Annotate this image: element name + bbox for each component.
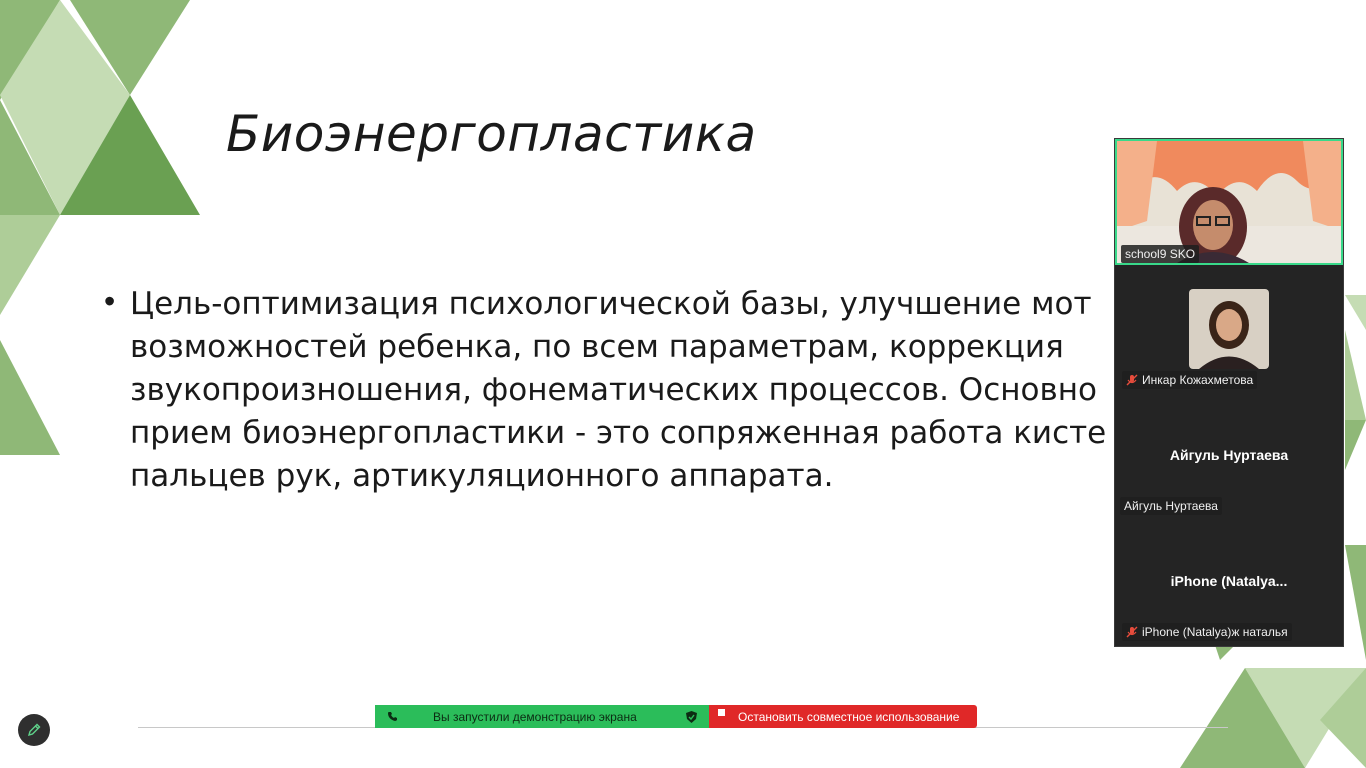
stop-share-label: Остановить совместное использование bbox=[738, 709, 960, 724]
mic-muted-icon bbox=[1126, 626, 1138, 638]
mic-muted-icon bbox=[1126, 374, 1138, 386]
bullet-marker: • bbox=[104, 283, 116, 319]
participant-name-tag bbox=[1122, 623, 1292, 641]
participant-name-tag bbox=[1120, 497, 1222, 515]
participant-display-name: iPhone (Natalya... bbox=[1170, 573, 1288, 589]
share-status-label: Вы запустили демонстрацию экрана bbox=[433, 709, 637, 724]
annotate-button[interactable] bbox=[18, 714, 50, 746]
participant-video-tile[interactable] bbox=[1115, 139, 1343, 265]
participant-name: Инкар Кожахметова bbox=[1142, 373, 1254, 387]
stop-icon bbox=[718, 709, 725, 716]
body-line: Цель-оптимизация психологической базы, улучшение мот bbox=[130, 286, 1092, 322]
participant-avatar bbox=[1189, 289, 1269, 369]
participant-name-tag bbox=[1122, 371, 1257, 389]
shield-check-icon bbox=[686, 711, 697, 723]
body-line: прием биоэнергопластики - это сопряженная работа кисте bbox=[130, 415, 1107, 451]
slide-title: Биоэнергопластика bbox=[226, 105, 757, 163]
participant-name: school9 SKO bbox=[1125, 247, 1196, 261]
phone-icon bbox=[387, 711, 398, 722]
pencil-icon bbox=[26, 722, 42, 738]
participant-name: iPhone (Natalya)ж наталья bbox=[1142, 625, 1288, 639]
slide-body-text bbox=[130, 283, 1140, 498]
share-status[interactable] bbox=[375, 705, 709, 728]
stop-share-button[interactable] bbox=[709, 705, 977, 728]
participant-name: Айгуль Нуртаева bbox=[1124, 499, 1218, 513]
body-line: пальцев рук, артикуляционного аппарата. bbox=[130, 458, 834, 494]
participant-display-name: Айгуль Нуртаева bbox=[1169, 447, 1289, 463]
body-line: возможностей ребенка, по всем параметрам, коррекция bbox=[130, 329, 1064, 365]
participants-panel[interactable] bbox=[1114, 138, 1344, 647]
participant-name-tag bbox=[1121, 245, 1199, 263]
screen-share-bar[interactable] bbox=[375, 705, 977, 728]
body-line: звукопроизношения, фонематических процессов. Основно bbox=[130, 372, 1097, 408]
